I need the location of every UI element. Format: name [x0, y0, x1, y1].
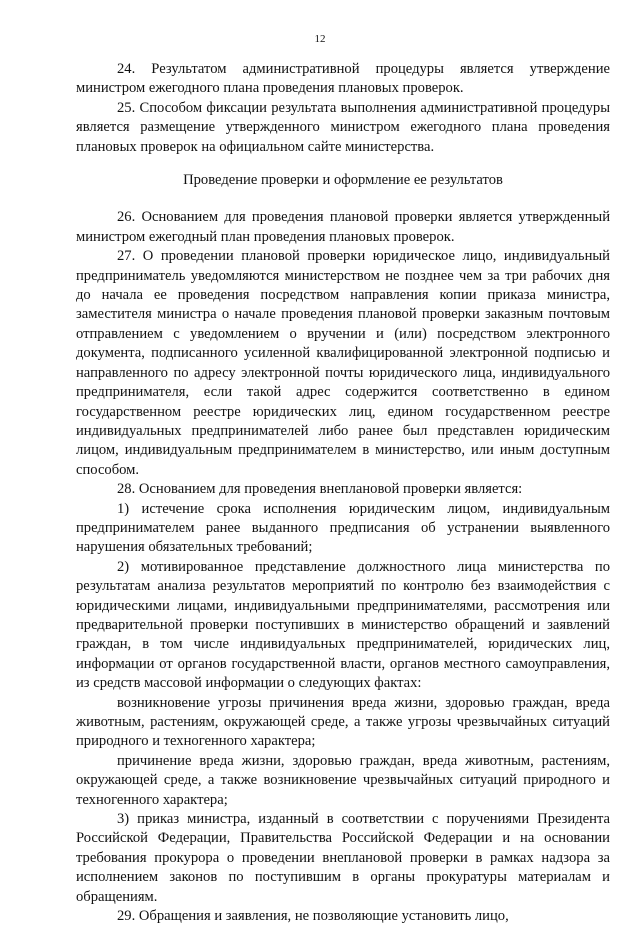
- paragraph-25: 25. Способом фиксации результата выполнения административной процедуры является размещение утвержденного министром ежегодного плана проведения плановых проверок на официальном сайте министерства.: [76, 99, 610, 155]
- paragraph-27: 27. О проведении плановой проверки юридическое лицо, индивидуальный предприниматель уведомляются министерством не позднее чем за три рабочих дня до начала ее проведения посредством направления копии приказа министра, заместителя министра о начале проведения плановой проверки заказным почтовым отправлением с уведомлением о вручении и (или) посредством электронного документа, подписанного усиленной квалифицированной электронной подписью и направленного по адресу электронной почты юридического лица, индивидуального предпринимателя, если такой адрес содержится соответственно в едином государственном реестре юридических лиц, едином государственном реестре индивидуальных предпринимателей либо ранее был представлен юридическим лицом, индивидуальным предпринимателем в министерство, или иным доступным способом.: [76, 248, 610, 478]
- paragraph-29: 29. Обращения и заявления, не позволяющие установить лицо,: [117, 908, 509, 925]
- paragraph-26: 26. Основанием для проведения плановой проверки является утвержденный министром ежегодный план проведения плановых проверок.: [76, 209, 610, 245]
- list-item-2-fact-threat: возникновение угрозы причинения вреда жизни, здоровью граждан, вреда животным, растениям, окружающей среде, а также угрозы чрезвычайных ситуаций природного и техногенного характера;: [76, 694, 610, 750]
- document-body: [76, 60, 610, 926]
- paragraph-28: 28. Основанием для проведения внеплановой проверки является:: [117, 481, 523, 498]
- paragraph-24: 24. Результатом административной процедуры является утверждение министром ежегодного плана проведения плановых проверок.: [76, 61, 610, 97]
- list-item-2: 2) мотивированное представление должностного лица министерства по результатам анализа результатов мероприятий по контролю без взаимодействия с юридическими лицами, индивидуальными предпринимателями, рассмотрения или предварительной проверки поступивших в министерство обращений и заявлений граждан, в том числе индивидуальных предпринимателей, юридических лиц, информации от органов государственной власти, органов местного самоуправления, из средств массовой информации о следующих фактах:: [76, 558, 610, 692]
- page-number: 12: [314, 33, 326, 45]
- list-item-2-fact-harm: причинение вреда жизни, здоровью граждан, вреда животным, растениям, окружающей среде, а также возникновение чрезвычайных ситуаций природного и техногенного характера;: [76, 752, 610, 808]
- list-item-1: 1) истечение срока исполнения юридическим лицом, индивидуальным предпринимателем ранее выданного предписания об устранении выявленного нарушения обязательных требований;: [76, 500, 610, 556]
- list-item-3: 3) приказ министра, изданный в соответствии с поручениями Президента Российской Федерации, Правительства Российской Федерации и на основании требования прокурора о проведении внеплановой проверки в рамках надзора за исполнением законов по поступившим в органы прокуратуры материалам и обращениям.: [76, 811, 610, 905]
- section-heading: Проведение проверки и оформление ее результатов: [183, 172, 503, 189]
